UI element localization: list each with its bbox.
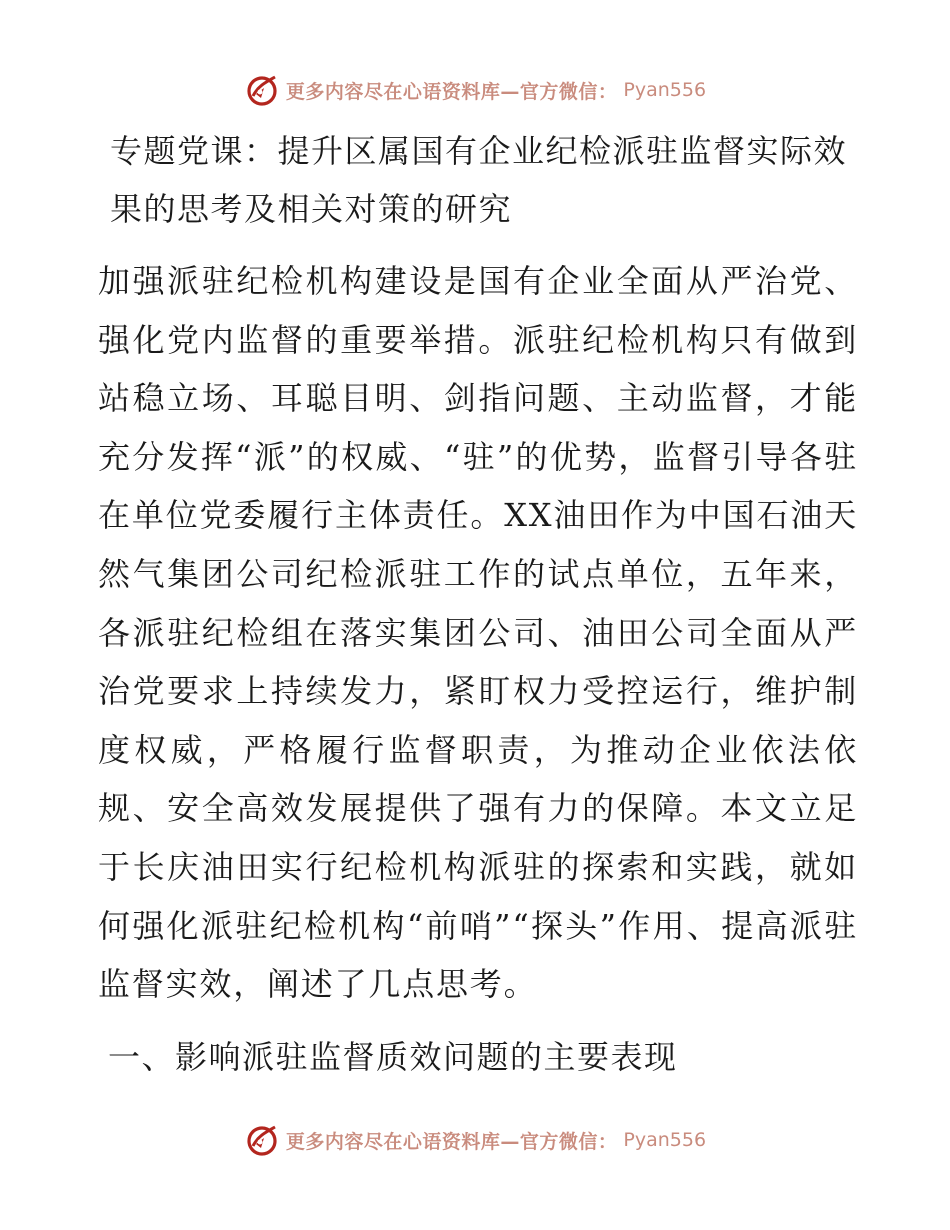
document-body: [98, 122, 858, 1086]
document-title: 专题党课：提升区属国有企业纪检派驻监督实际效果的思考及相关对策的研究: [110, 132, 848, 228]
section-heading: 一、影响派驻监督质效问题的主要表现: [108, 1037, 678, 1076]
banner-wechat-id: Pyan556: [623, 79, 707, 101]
logo-icon: [244, 1122, 280, 1158]
logo-icon: [244, 72, 280, 108]
banner-text: 更多内容尽在心语资料库—官方微信：: [285, 80, 618, 103]
banner-wechat-id: Pyan556: [623, 1129, 707, 1151]
header-banner: [0, 70, 950, 110]
body-paragraph: 加强派驻纪检机构建设是国有企业全面从严治党、强化党内监督的重要举措。派驻纪检机构只有做到站稳立场、耳聪目明、剑指问题、主动监督，才能充分发挥“派”的权威、“驻”的优势，监督引导各驻在单位党委履行主体责任。XX油田作为中国石油天然气集团公司纪检派驻工作的试点单位，五年来，各派驻纪检组在落实集团公司、油田公司全面从严治党要求上持续发力，紧盯权力受控运行，维护制度权威，严格履行监督职责，为推动企业依法依规、安全高效发展提供了强有力的保障。本文立足于长庆油田实行纪检机构派驻的探索和实践，就如何强化派驻纪检机构“前哨”“探头”作用、提高派驻监督实效，阐述了几点思考。: [98, 262, 858, 1004]
banner-text: 更多内容尽在心语资料库—官方微信：: [285, 1130, 618, 1153]
footer-banner: [0, 1120, 950, 1160]
